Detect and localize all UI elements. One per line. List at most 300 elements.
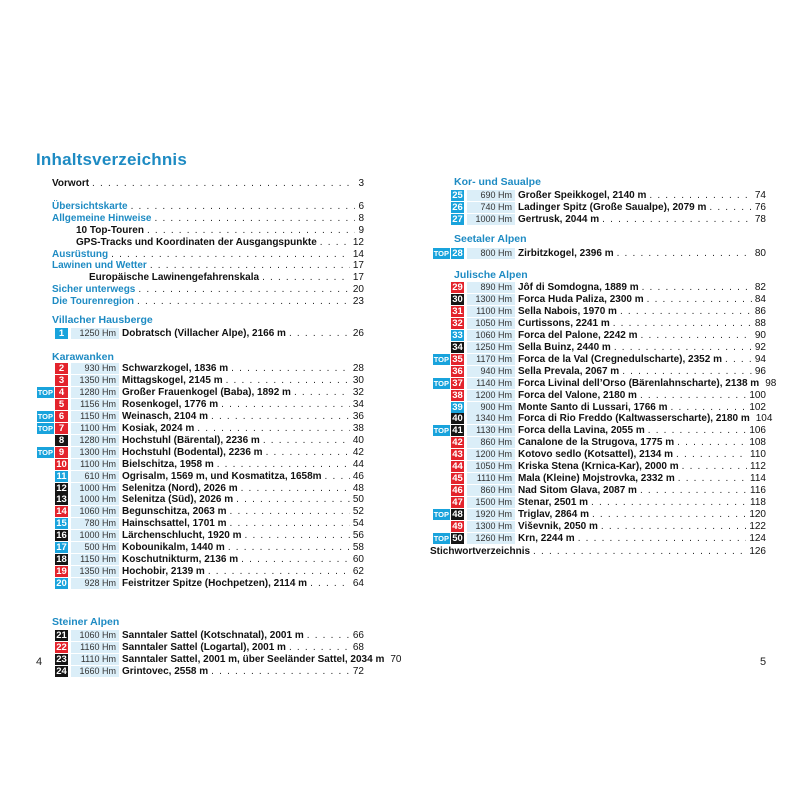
tour-page: 124 [749,532,766,544]
tour-entry[interactable] [430,282,766,294]
elevation-gain: 1130 Hm [467,425,515,436]
leader-dots [236,494,350,506]
tour-page: 66 [352,630,364,641]
tour-entry[interactable] [34,375,364,387]
leader-dots [725,354,752,366]
leader-dots [620,306,752,318]
tour-page: 56 [352,530,364,542]
elevation-gain: 928 Hm [71,578,119,589]
top-slot [430,354,451,365]
tour-number-badge: 16 [56,530,67,542]
tour-entry[interactable] [430,497,766,509]
top-slot [34,447,55,458]
tour-title: Krn, 2244 m [518,532,575,544]
tour-title: Zirbitzkogel, 2396 m [518,248,614,259]
tour-page: 42 [352,446,364,458]
leader-dots [676,449,747,461]
tour-number-badge: 41 [452,425,463,437]
tour-title: Forca Livinal dell’Orso (Bärenlahnscharte), 2138 m [518,377,760,389]
tour-entry[interactable] [430,485,766,497]
elevation-gain: 740 Hm [467,202,515,213]
top-slot [430,533,451,544]
elevation-gain: 1150 Hm [71,554,119,565]
tour-title: Sanntaler Sattel (Logartal), 2001 m [122,641,286,653]
section-heading: Seetaler Alpen [454,233,527,245]
top-tour-badge: TOP [433,249,449,258]
leader-dots [226,375,350,387]
tour-number-badge: 45 [452,473,463,485]
tour-entry[interactable] [430,509,766,521]
tour-title: Begunschitza, 2063 m [122,506,227,518]
elevation-gain: 1060 Hm [71,630,119,641]
toc-entry-page: 17 [352,260,364,271]
tour-page: 88 [754,317,766,329]
tour-number-badge: 11 [56,470,67,482]
tour-page: 94 [754,353,766,365]
tour-page: 82 [754,282,766,293]
tour-title: Monte Santo di Lussari, 1766 m [518,401,668,413]
tour-entry[interactable] [34,578,364,590]
leader-dots [592,509,746,521]
tour-entry[interactable] [34,554,364,566]
leader-dots [613,318,752,330]
tour-entry[interactable] [430,521,766,533]
tour-page: 54 [352,518,364,530]
tour-entry[interactable] [430,461,766,473]
leader-dots [197,423,350,435]
toc-entry-label: GPS-Tracks und Koordinaten der Ausgangspunkte [76,237,317,248]
tour-title: Grintovec, 2558 m [122,665,209,677]
elevation-gain: 1170 Hm [467,354,515,365]
toc-entry-label: Ausrüstung [52,249,109,260]
toc-entry-page: 14 [352,249,364,260]
leader-dots [231,363,350,375]
elevation-gain: 1050 Hm [467,318,515,329]
top-tour-badge: TOP [37,423,53,433]
tour-entry[interactable] [430,533,766,545]
tour-title: Viševnik, 2050 m [518,521,598,532]
tour-title: Stenar, 2501 m [518,497,589,509]
leader-dots [640,485,747,497]
tour-number-badge: 37 [452,377,463,389]
tour-page: 110 [750,449,766,461]
tour-entry[interactable] [34,411,364,423]
tour-entry[interactable] [430,390,766,402]
leader-dots [217,459,350,471]
tour-entry[interactable] [34,630,364,642]
elevation-gain: 500 Hm [71,542,119,553]
tour-title: Großer Speikkogel, 2140 m [518,190,647,201]
tour-number-badge: 36 [452,365,463,377]
tour-entry[interactable] [430,473,766,485]
tour-entry[interactable] [34,435,364,447]
top-tour-badge: TOP [37,447,53,457]
tour-title: Großer Frauenkogel (Baba), 1892 m [122,386,291,398]
tour-page: 92 [754,341,766,353]
tour-entry[interactable] [430,377,777,390]
toc-entry[interactable] [52,260,364,272]
top-tour-badge: TOP [433,378,449,388]
toc-entry-page: 126 [749,546,766,557]
tour-entry[interactable] [430,190,766,202]
tour-title: Forca Huda Paliza, 2300 m [518,293,644,305]
elevation-gain: 1160 Hm [71,642,119,653]
tour-title: Rosenkogel, 1776 m [122,398,219,410]
elevation-gain: 1920 Hm [467,509,515,520]
toc-entry-page: 20 [352,284,364,295]
toc-title: Inhaltsverzeichnis [36,150,187,169]
toc-entry[interactable] [52,201,364,213]
tour-title: Kosiak, 2024 m [122,422,195,434]
tour-entry[interactable] [34,387,364,399]
tour-page: 86 [754,305,766,317]
tour-page: 30 [352,374,364,386]
tour-number-badge: 21 [56,630,67,641]
tour-number-badge: 8 [55,435,68,446]
leader-dots [211,666,350,678]
toc-entry[interactable] [76,237,364,249]
top-tour-badge: TOP [433,426,449,436]
tour-title: Forca de la Val (Cregnedulscharte), 2352 m [518,353,722,365]
tour-page: 32 [352,386,364,398]
tour-page: 104 [755,413,773,425]
leader-dots [262,272,350,284]
tour-page: 68 [352,641,364,653]
elevation-gain: 1110 Hm [71,654,119,665]
tour-title: Hochstuhl (Bodental), 2236 m [122,446,263,458]
elevation-gain: 1050 Hm [467,461,515,472]
tour-number-badge: 31 [452,305,463,317]
tour-entry[interactable] [430,318,766,330]
elevation-gain: 1150 Hm [71,411,119,422]
top-slot [34,387,55,398]
tour-entry[interactable] [34,518,364,530]
tour-entry[interactable] [430,354,766,366]
tour-number-badge: 4 [55,387,68,398]
toc-entry-page: 8 [358,213,364,224]
leader-dots [211,411,350,423]
tour-number-badge: 39 [452,401,463,413]
toc-entry[interactable] [430,546,766,558]
top-tour-badge: TOP [433,354,449,364]
elevation-gain: 610 Hm [71,471,119,482]
tour-number-badge: 2 [55,363,68,374]
tour-number-badge: 18 [56,554,67,566]
tour-entry[interactable] [34,471,364,483]
tour-title: Mala (Kleine) Mojstrovka, 2332 m [518,473,675,485]
elevation-gain: 890 Hm [467,282,515,293]
elevation-gain: 1060 Hm [467,330,515,341]
tour-page: 64 [352,578,364,590]
tour-entry[interactable] [430,248,766,260]
tour-page: 40 [352,434,364,446]
tour-entry[interactable] [430,402,766,414]
tour-page: 98 [765,377,777,389]
tour-title: Triglav, 2864 m [518,509,589,521]
tour-title: Lärchenschlucht, 1920 m [122,530,242,542]
leader-dots [150,260,350,272]
toc-entry-page: 3 [358,178,364,189]
top-slot [34,411,55,422]
tour-entry[interactable] [430,214,766,226]
toc-entry-label: 10 Top-Touren [76,225,144,236]
tour-entry[interactable] [34,399,364,411]
top-slot [430,425,451,436]
tour-title: Feistritzer Spitze (Hochpetzen), 2114 m [122,578,308,590]
tour-number-badge: 38 [452,389,463,401]
tour-page: 116 [750,485,766,497]
elevation-gain: 1350 Hm [71,375,119,386]
toc-entry-page: 6 [358,201,364,212]
elevation-gain: 800 Hm [467,248,515,259]
tour-title: Kobounikalm, 1440 m [122,542,225,554]
tour-entry[interactable] [34,566,364,578]
tour-number-badge: 10 [56,458,67,470]
elevation-gain: 1000 Hm [71,483,119,494]
tour-title: Nad Sitom Glava, 2087 m [518,485,637,497]
leader-dots [601,521,746,533]
tour-title: Sella Prevala, 2067 m [518,365,620,377]
tour-title: Hochstuhl (Bärental), 2236 m [122,434,260,446]
elevation-gain: 780 Hm [71,518,119,529]
tour-number-badge: 32 [452,317,463,329]
tour-number-badge: 25 [452,190,463,201]
leader-dots [289,642,350,654]
elevation-gain: 1350 Hm [71,566,119,577]
toc-entry[interactable] [52,296,364,308]
leader-dots [137,296,350,308]
elevation-gain: 1100 Hm [71,423,119,434]
tour-number-badge: 1 [55,328,68,339]
tour-page: 84 [754,293,766,305]
leader-dots [294,387,350,399]
tour-number-badge: 13 [56,494,67,506]
tour-entry[interactable] [430,202,766,214]
tour-number-badge: 17 [56,542,67,554]
tour-page: 78 [754,213,766,225]
tour-title: Sanntaler Sattel, 2001 m, über Seeländer Sattel, 2034 m [122,653,385,665]
tour-title: Kriska Stena (Krnica-Kar), 2000 m [518,461,679,473]
leader-dots [208,566,350,578]
tour-entry[interactable] [34,328,364,340]
elevation-gain: 1000 Hm [467,214,515,225]
tour-entry[interactable] [34,530,364,542]
elevation-gain: 1250 Hm [467,342,515,353]
tour-entry[interactable] [430,425,766,437]
leader-dots [648,425,747,437]
elevation-gain: 1200 Hm [467,390,515,401]
tour-title: Sella Buinz, 2440 m [518,341,611,353]
leader-dots [307,630,350,642]
tour-entry[interactable] [430,306,766,318]
top-slot [430,378,451,389]
tour-number-badge: 35 [452,353,463,365]
tour-number-badge: 42 [452,437,463,449]
elevation-gain: 1280 Hm [71,435,119,446]
top-tour-badge: TOP [433,533,449,543]
tour-page: 48 [352,482,364,494]
tour-page: 46 [352,470,364,482]
page-number-right: 5 [760,656,767,668]
tour-title: Weinasch, 2104 m [122,410,208,422]
elevation-gain: 1250 Hm [71,328,119,339]
tour-entry[interactable] [34,494,364,506]
tour-title: Forca di Rio Freddo (Kaltwasserscharte), 2180 m [518,413,750,425]
leader-dots [682,461,747,473]
tour-number-badge: 5 [55,399,68,410]
leader-dots [245,530,350,542]
elevation-gain: 1200 Hm [467,449,515,460]
tour-entry[interactable] [34,542,364,554]
tour-title: Jôf di Somdogna, 1889 m [518,282,639,293]
tour-title: Sella Nabois, 1970 m [518,305,617,317]
tour-number-badge: 28 [452,248,463,259]
top-tour-badge: TOP [37,411,53,421]
elevation-gain: 690 Hm [467,190,515,201]
tour-number-badge: 22 [56,641,67,653]
toc-entry[interactable] [89,272,364,284]
section-heading: Steiner Alpen [52,616,120,628]
top-tour-badge: TOP [37,387,53,397]
tour-number-badge: 44 [452,461,463,473]
tour-title: Hochobir, 2139 m [122,566,205,578]
tour-number-badge: 50 [452,532,463,544]
tour-title: Schwarzkogel, 1836 m [122,363,229,374]
tour-number-badge: 20 [56,578,67,590]
leader-dots [709,202,751,214]
elevation-gain: 1140 Hm [467,378,515,389]
tour-entry[interactable] [34,447,364,459]
elevation-gain: 900 Hm [467,402,515,413]
toc-entry-label: Übersichtskarte [52,201,128,212]
toc-entry[interactable] [52,178,364,190]
tour-page: 114 [750,473,766,485]
elevation-gain: 1100 Hm [467,306,515,317]
tour-page: 122 [749,521,766,532]
tour-entry[interactable] [34,483,364,495]
leader-dots [325,471,350,483]
tour-entry[interactable] [34,506,364,518]
tour-page: 62 [352,566,364,578]
tour-title: Dobratsch (Villacher Alpe), 2166 m [122,328,286,339]
tour-number-badge: 15 [56,518,67,530]
tour-title: Sanntaler Sattel (Kotschnatal), 2001 m [122,630,304,641]
tour-entry[interactable] [34,459,364,471]
toc-entry-label: Europäische Lawinengefahrenskala [89,272,260,283]
tour-entry[interactable] [430,449,766,461]
leader-dots [678,473,747,485]
tour-entry[interactable] [430,330,766,342]
tour-number-badge: 14 [56,506,67,518]
leader-dots [221,399,350,411]
tour-page: 106 [749,425,766,437]
tour-entry[interactable] [34,653,402,666]
leader-dots [677,437,746,449]
tour-title: Selenitza (Süd), 2026 m [122,494,234,506]
leader-dots [241,483,350,495]
tour-page: 74 [754,190,766,201]
tour-page: 50 [352,494,364,506]
leader-dots [614,342,752,354]
elevation-gain: 1100 Hm [71,459,119,470]
toc-entry-label: Vorwort [52,178,90,189]
section-heading: Villacher Hausberge [52,314,153,326]
elevation-gain: 940 Hm [467,366,515,377]
elevation-gain: 1000 Hm [71,530,119,541]
leader-dots [263,435,350,447]
tour-page: 118 [750,497,766,509]
tour-page: 28 [352,363,364,374]
tour-number-badge: 19 [56,566,67,578]
toc-entry[interactable] [76,225,364,237]
tour-page: 44 [352,458,364,470]
section-heading: Julische Alpen [454,269,528,281]
leader-dots [640,390,746,402]
tour-entry[interactable] [430,413,773,425]
elevation-gain: 860 Hm [467,485,515,496]
elevation-gain: 1300 Hm [467,294,515,305]
tour-entry[interactable] [430,366,766,378]
elevation-gain: 1260 Hm [467,533,515,544]
tour-number-badge: 3 [55,375,68,386]
leader-dots [230,518,350,530]
tour-number-badge: 24 [56,665,67,677]
elevation-gain: 1280 Hm [71,387,119,398]
leader-dots [92,178,355,190]
tour-number-badge: 40 [452,413,463,425]
leader-dots [647,294,752,306]
tour-entry[interactable] [430,437,766,449]
tour-number-badge: 7 [55,423,68,434]
tour-title: Hainschsattel, 1701 m [122,518,227,530]
elevation-gain: 1500 Hm [467,497,515,508]
tour-entry[interactable] [34,423,364,435]
tour-number-badge: 33 [452,329,463,341]
tour-page: 90 [754,329,766,341]
tour-entry[interactable] [430,294,766,306]
toc-entry[interactable] [52,213,364,225]
tour-number-badge: 34 [452,341,463,353]
tour-page: 60 [352,554,364,566]
leader-dots [617,248,752,260]
tour-number-badge: 30 [452,293,463,305]
tour-page: 70 [390,653,402,665]
leader-dots [147,225,355,237]
elevation-gain: 860 Hm [467,437,515,448]
top-slot [430,509,451,520]
tour-number-badge: 12 [56,482,67,494]
tour-number-badge: 26 [452,201,463,213]
toc-entry[interactable] [52,284,364,296]
tour-page: 102 [749,401,766,413]
tour-title: Bielschitza, 1958 m [122,458,214,470]
tour-entry[interactable] [34,363,364,375]
toc-entry-page: 12 [352,237,364,248]
elevation-gain: 1300 Hm [467,521,515,532]
leader-dots [533,546,746,558]
tour-entry[interactable] [34,642,364,654]
tour-title: Ladinger Spitz (Große Saualpe), 2079 m [518,201,707,213]
leader-dots [131,201,356,213]
tour-entry[interactable] [430,342,766,354]
leader-dots [578,533,747,545]
top-tour-badge: TOP [433,510,449,520]
tour-page: 36 [352,410,364,422]
tour-title: Forca della Lavina, 2055 m [518,425,645,437]
tour-page: 34 [352,398,364,410]
elevation-gain: 1660 Hm [71,666,119,677]
tour-entry[interactable] [34,666,364,678]
